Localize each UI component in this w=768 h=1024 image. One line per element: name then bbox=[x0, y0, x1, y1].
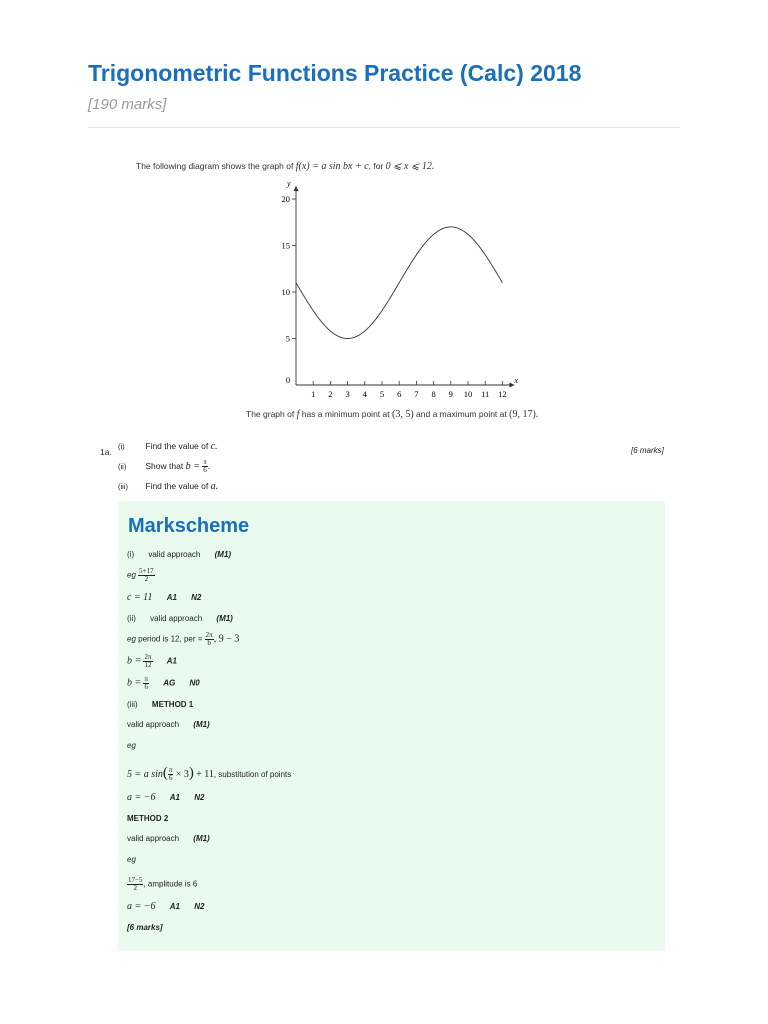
x-tick-label: 11 bbox=[481, 389, 490, 399]
x-tick-label: 3 bbox=[345, 389, 350, 399]
ms-i-result: c = 11 A1 N2 bbox=[127, 592, 202, 603]
caption-text-c: and a maximum point at bbox=[416, 409, 507, 419]
intro-function: f(x) = a sin bx + c bbox=[295, 161, 369, 172]
ms-m2-result: a = −6 A1 N2 bbox=[127, 901, 205, 912]
ms-ii-b1: b = $\frac{2\pi}{12}$ A1 bbox=[127, 653, 177, 669]
question-part-i bbox=[118, 441, 218, 452]
ms-m1-eg: eg bbox=[127, 741, 136, 750]
ms-m2-eg: eg bbox=[127, 855, 136, 864]
part-iii-var: a. bbox=[210, 481, 219, 492]
page-title: Trigonometric Functions Practice (Calc) 2018 bbox=[88, 60, 582, 86]
ms-iii-method1: (iii) METHOD 1 bbox=[127, 700, 194, 709]
caption-text-b: has a minimum point at bbox=[301, 409, 390, 419]
y-tick-label: 20 bbox=[281, 194, 290, 204]
ms-m1-result: a = −6 A1 N2 bbox=[127, 792, 205, 803]
part-i-label: (i) bbox=[118, 442, 125, 451]
ms-m2-example: $\frac{17-5}{2}$ , amplitude is 6 bbox=[128, 876, 198, 892]
intro-text: The following diagram shows the graph of bbox=[136, 161, 294, 171]
question-marks: [6 marks] bbox=[631, 446, 664, 455]
question-part-ii: (ii) Show that b = $\frac{\pi}{6}$ . bbox=[118, 458, 211, 474]
x-tick-label: 8 bbox=[431, 389, 436, 399]
y-tick-label: 5 bbox=[285, 333, 290, 344]
function-graph bbox=[274, 176, 534, 406]
ms-ii-example: eg period is 12, per = $\frac{2\pi}{b}$ , 9 − 3 bbox=[127, 631, 240, 647]
part-iii-text: Find the value of bbox=[145, 481, 209, 491]
ms-m2-approach: valid approach (M1) bbox=[127, 834, 210, 843]
x-axis-label: x bbox=[514, 376, 518, 385]
y-axis-arrow bbox=[294, 186, 299, 191]
x-tick-label: 4 bbox=[362, 389, 367, 399]
ms-i-example: eg $\frac{5+17}{2}$ bbox=[127, 567, 154, 583]
x-tick-label: 5 bbox=[379, 389, 385, 399]
question-number: 1a. bbox=[100, 447, 112, 457]
part-iii-label: (iii) bbox=[118, 482, 128, 491]
intro-domain: 0 ⩽ x ⩽ 12. bbox=[385, 161, 435, 172]
question-part-iii bbox=[118, 481, 218, 492]
caption-text-a: The graph of bbox=[246, 409, 295, 419]
x-tick-label: 9 bbox=[448, 389, 453, 399]
ms-i-approach: (i) valid approach (M1) bbox=[127, 550, 232, 559]
total-marks: [190 marks] bbox=[88, 96, 167, 113]
ms-m1-equation: 5 = a sin( $\frac{\pi}{6}$ × 3) + 11, substitution of points bbox=[127, 765, 292, 783]
graph-caption bbox=[246, 409, 538, 420]
markscheme-title: Markscheme bbox=[128, 515, 250, 537]
part-ii-text: Show that bbox=[145, 460, 184, 471]
part-ii-b: b = bbox=[185, 460, 200, 472]
question-intro bbox=[136, 161, 434, 172]
ms-m1-approach: valid approach (M1) bbox=[127, 720, 210, 729]
caption-max-point: (9, 17). bbox=[509, 409, 539, 420]
caption-min-point: (3, 5) bbox=[391, 409, 414, 420]
x-tick-label: 10 bbox=[463, 389, 473, 399]
part-i-text: Find the value of bbox=[145, 441, 209, 451]
part-ii-fraction: $\frac{\pi}{6}$ bbox=[203, 458, 207, 474]
divider bbox=[88, 127, 680, 128]
ms-method2: METHOD 2 bbox=[127, 814, 169, 823]
x-tick-label: 1 bbox=[311, 389, 316, 399]
ms-ii-approach: (ii) valid approach (M1) bbox=[127, 614, 233, 623]
caption-f: f bbox=[296, 409, 300, 420]
part-ii-label: (ii) bbox=[118, 461, 127, 471]
x-tick-label: 12 bbox=[498, 389, 507, 399]
ms-ii-b2: b = $\frac{\pi}{6}$ AG N0 bbox=[127, 675, 200, 691]
x-tick-label: 6 bbox=[397, 389, 402, 399]
y-axis-label: y bbox=[287, 179, 291, 188]
y-tick-label: 15 bbox=[281, 240, 290, 251]
part-i-var: c. bbox=[210, 441, 218, 452]
curve-f bbox=[296, 227, 502, 339]
y-tick-label: 10 bbox=[281, 287, 290, 297]
x-tick-label: 0 bbox=[285, 375, 291, 385]
ms-total: [6 marks] bbox=[127, 923, 163, 932]
intro-for: , for bbox=[368, 161, 384, 171]
x-tick-label: 2 bbox=[328, 389, 333, 399]
x-tick-label: 7 bbox=[414, 389, 419, 399]
